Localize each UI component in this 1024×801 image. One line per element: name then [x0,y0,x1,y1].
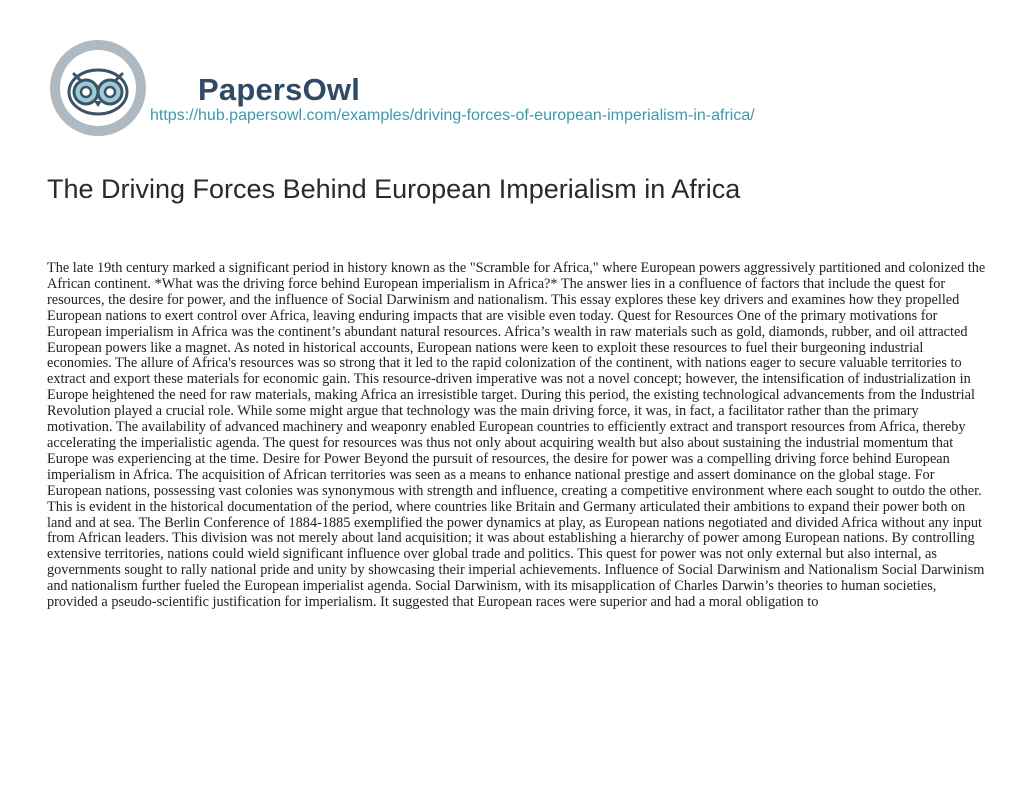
source-url-link[interactable]: https://hub.papersowl.com/examples/driving-forces-of-european-imperialism-in-africa/ [150,107,755,124]
site-header [48,38,988,142]
owl-logo-icon [48,38,148,138]
article-body: The late 19th century marked a significant period in history known as the "Scramble for Africa," where European powers aggressively partitioned and colonized the African continent. *What was the driving force behind European imperialism in Africa?* The answer lies in a confluence of factors that include the quest for resources, the desire for power, and the influence of Social Darwinism and nationalism. This essay explores these key drivers and examines how they propelled European nations to exert control over Africa, leaving enduring impacts that are visible even today. Quest for Resources One of the primary motivations for European imperialism in Africa was the continent’s abundant natural resources. Africa’s wealth in raw materials such as gold, diamonds, rubber, and oil attracted European powers like a magnet. As noted in historical accounts, European nations were keen to exploit these resources to fuel their burgeoning industrial economies. The allure of Africa's resources was so strong that it led to the rapid colonization of the continent, with nations eager to secure valuable territories to extract and export these materials for economic gain. This resource-driven imperative was not a novel concept; however, the intensification of industrialization in Europe heightened the need for raw materials, making Africa an irresistible target. During this period, the existing technological advancements from the Industrial Revolution played a crucial role. While some might argue that technology was the main driving force, it was, in fact, a facilitator rather than the primary motivation. The availability of advanced machinery and weaponry enabled European countries to efficiently extract and transport resources from Africa, thereby accelerating the imperialistic agenda. The quest for resources was thus not only about acquiring wealth but also about sustaining the industrial momentum that Europe was experiencing at the time. Desire for Power Beyond the pursuit of resources, the desire for power was a compelling driving force behind European imperialism in Africa. The acquisition of African territories was seen as a means to enhance national prestige and assert dominance on the global stage. For European nations, possessing vast colonies was synonymous with strength and influence, creating a competitive environment where each sought to outdo the other. This is evident in the historical documentation of the period, where countries like Britain and Germany articulated their ambitions to expand their power both on land and at sea. The Berlin Conference of 1884-1885 exemplified the power dynamics at play, as European nations negotiated and divided Africa without any input from African leaders. This division was not merely about land acquisition; it was about establishing a hierarchy of power among European nations. By controlling extensive territories, nations could wield significant influence over global trade and politics. This quest for power was not only external but also internal, as governments sought to rally national pride and unity by showcasing their imperial achievements. Influence of Social Darwinism and Nationalism Social Darwinism and nationalism further fueled the European imperialist agenda. Social Darwinism, with its misapplication of Charles Darwin’s theories to human societies, provided a pseudo-scientific justification for imperialism. It suggested that European races were superior and had a moral obligation to [47,260,986,611]
brand-name: PapersOwl [198,72,361,107]
page-title: The Driving Forces Behind European Imperialism in Africa [47,174,741,204]
